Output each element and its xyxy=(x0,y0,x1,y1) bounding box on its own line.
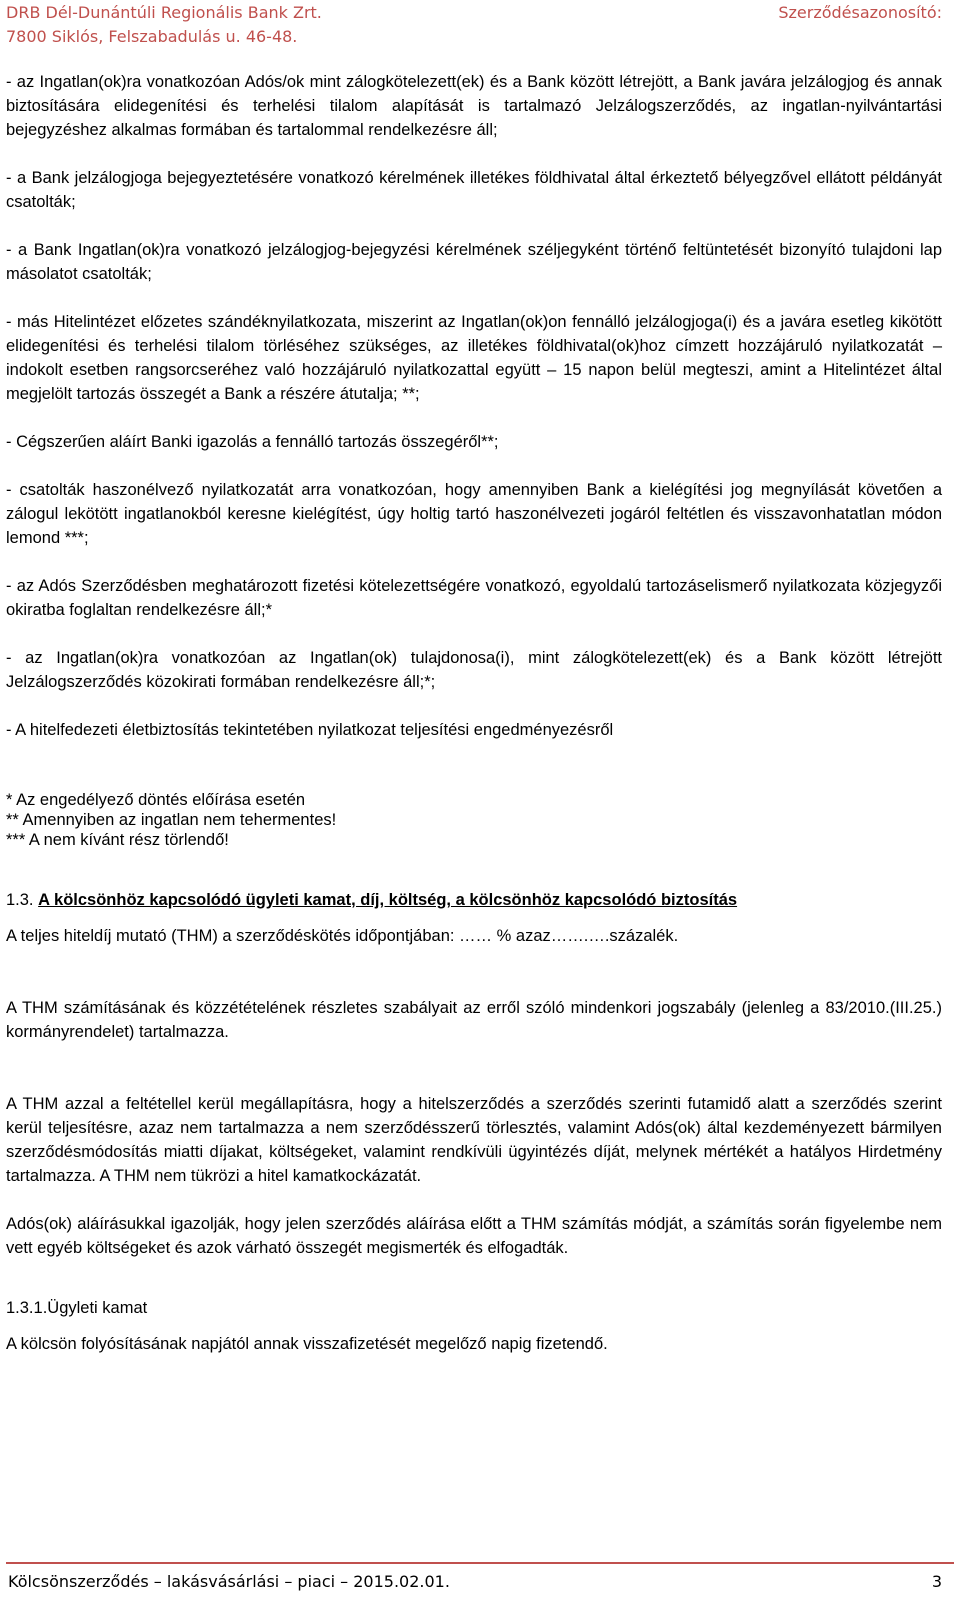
bank-name: DRB Dél-Dunántúli Regionális Bank Zrt. xyxy=(6,3,322,22)
condition-paragraph: - az Ingatlan(ok)ra vonatkozóan az Ingatlan(ok) tulajdonosa(i), mint zálogkötelezett(ek) és a Bank között létrejött Jelzálogszerződés közokirati formában rendelkezésre áll;*; xyxy=(6,649,942,691)
condition-paragraph: - csatolták haszonélvező nyilatkozatát arra vonatkozóan, hogy amennyiben Bank a kielégítési jog megnyílását követően a zálogul lekötött ingatlanokból keresne kielégítést, úgy holtig tartó haszonélvezeti jogáról feltétlen és visszavonhatatlan módon lemond ***; xyxy=(6,481,942,547)
subsection-title: 1.3.1.Ügyleti kamat xyxy=(6,1299,148,1317)
footnote: * Az engedélyező döntés előírása esetén xyxy=(6,791,306,809)
subsection-text: A kölcsön folyósításának napjától annak visszafizetését megelőző napig fizetendő. xyxy=(6,1335,608,1353)
condition-paragraph: - Cégszerűen aláírt Banki igazolás a fennálló tartozás összegéről**; xyxy=(6,433,499,451)
thm-paragraph: A THM azzal a feltétellel kerül megállapításra, hogy a hitelszerződés a szerződés szerinti futamidő alatt a szerződés szerint kerül teljesítésre, azaz nem tartalmazza a nem szerződésszerű törlesztés, valamint Adós(ok) által kezdeményezett bármilyen szerződésmódosítás miatti díjakat, költségeket, valamint rendkívüli ügyintézés díját, melynek mértékét a hatályos Hirdetmény tartalmazza. A THM nem tükrözi a hitel kamatkockázatát. xyxy=(6,1095,942,1185)
condition-paragraph: - A hitelfedezeti életbiztosítás tekintetében nyilatkozat teljesítési engedményezésről xyxy=(6,721,614,739)
thm-line: A teljes hiteldíj mutató (THM) a szerződéskötés időpontjában: …… % azaz…….….százalék. xyxy=(6,927,679,945)
page-number: 3 xyxy=(931,1572,942,1591)
condition-paragraph: - a Bank jelzálogjoga bejegyeztetésére vonatkozó kérelmének illetékes földhivatal által érkeztető bélyegzővel ellátott példányát csatolták; xyxy=(6,169,942,211)
section-title: A kölcsönhöz kapcsolódó ügyleti kamat, díj, költség, a kölcsönhöz kapcsolódó biztosítás xyxy=(38,891,738,909)
page-footer xyxy=(0,1562,960,1600)
section-number: 1.3. xyxy=(6,891,34,909)
footnote: *** A nem kívánt rész törlendő! xyxy=(6,831,229,849)
footnote: ** Amennyiben az ingatlan nem tehermentes! xyxy=(6,811,337,829)
footer-text: Kölcsönszerződés – lakásvásárlási – piaci – 2015.02.01. xyxy=(8,1572,450,1591)
footer-divider xyxy=(6,1562,954,1564)
footnotes xyxy=(6,790,942,850)
thm-paragraph: A THM számításának és közzétételének részletes szabályait az erről szóló mindenkori jogszabály (jelenleg a 83/2010.(III.25.) kormányrendelet) tartalmazza. xyxy=(6,999,942,1041)
condition-paragraph: - a Bank Ingatlan(ok)ra vonatkozó jelzálogjog-bejegyzési kérelmének széljegyként történő feltüntetését bizonyító tulajdoni lap másolatot csatolták; xyxy=(6,241,942,283)
bank-address: 7800 Siklós, Felszabadulás u. 46-48. xyxy=(6,27,298,46)
contract-id-label: Szerződésazonosító: xyxy=(778,3,942,22)
thm-paragraph: Adós(ok) aláírásukkal igazolják, hogy jelen szerződés aláírása előtt a THM számítás módját, a számítás során figyelembe nem vett egyéb költségeket és azok várható összegét megismerték és elfogadták. xyxy=(6,1215,942,1257)
condition-paragraph: - az Ingatlan(ok)ra vonatkozóan Adós/ok mint zálogkötelezett(ek) és a Bank között létrejött, a Bank javára jelzálogjog és annak biztosítására elidegenítési és terhelési tilalom alapítását is tartalmazó Jelzálogszerződés, az ingatlan-nyilvántartási bejegyzéshez alkalmas formában és tartalommal rendelkezésre áll; xyxy=(6,73,942,139)
condition-paragraph: - az Adós Szerződésben meghatározott fizetési kötelezettségére vonatkozó, egyoldalú tartozáselismerő nyilatkozata közjegyzői okiratba foglaltan rendelkezésre áll;* xyxy=(6,577,942,619)
page-header xyxy=(0,0,960,50)
condition-paragraph: - más Hitelintézet előzetes szándéknyilatkozata, miszerint az Ingatlan(ok)on fennálló jelzálogjoga(i) és a javára esetleg kikötött elidegenítési és terhelési tilalom törléséhez szükséges, az illetékes földhivatal(ok)hoz címzett hozzájáruló nyilatkozatát – indokolt esetben rangsorcseréhez való hozzájáruló nyilatkozattal együtt – 15 napon belül megteszi, amint a Hitelintézet által megjelölt tartozás összegét a Bank a részére átutalja; **; xyxy=(6,313,942,403)
document-body xyxy=(6,70,942,1356)
section-heading xyxy=(6,888,942,912)
